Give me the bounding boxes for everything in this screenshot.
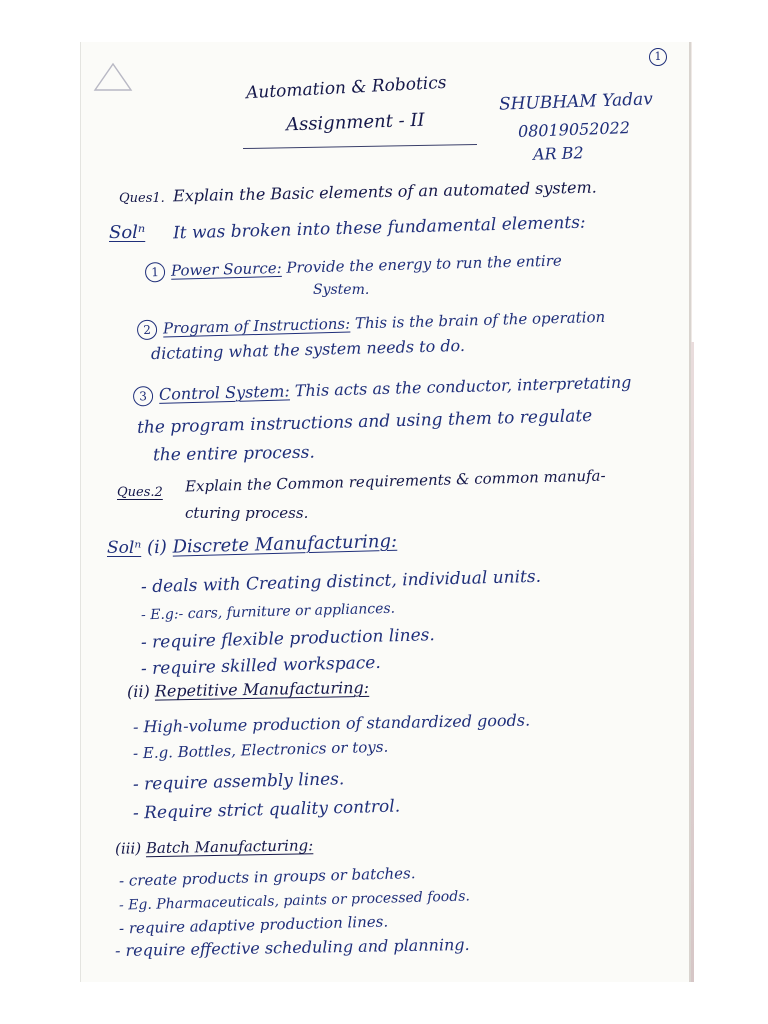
section-title: Batch Manufacturing:	[145, 836, 314, 858]
repetitive-manufacturing-heading	[126, 677, 370, 702]
bullet-point: - require skilled workspace.	[140, 652, 382, 680]
solution-1-intro: It was broken into these fundamental elements:	[172, 212, 586, 244]
section-number: (ii)	[126, 681, 150, 702]
bullet-point: - require flexible production lines.	[140, 625, 436, 653]
bullet-point: - require effective scheduling and planning.	[114, 934, 470, 961]
element-item-2-continued: dictating what the system needs to do.	[150, 335, 466, 364]
section-title: Discrete Manufacturing:	[172, 530, 398, 558]
element-item-1-continued: System.	[313, 282, 370, 298]
question-1-text: Explain the Basic elements of an automated system.	[172, 177, 597, 206]
element-item-3-continued: the program instructions and using them to regulate	[136, 406, 593, 438]
item-number: 1	[145, 262, 166, 283]
item-number: 3	[133, 386, 154, 407]
page-number: 1	[649, 48, 667, 66]
discrete-manufacturing-heading	[146, 530, 398, 559]
assignment-course-title: Automation & Robotics	[245, 72, 447, 104]
notebook-page	[80, 42, 691, 982]
bullet-point: - require assembly lines.	[132, 769, 345, 795]
question-1-label: Ques1.	[119, 191, 165, 206]
question-2-text-line2: cturing process.	[185, 504, 309, 522]
section-title: Repetitive Manufacturing:	[154, 677, 370, 701]
section-label: AR B2	[532, 143, 584, 164]
question-2-label: Ques.2	[117, 485, 163, 500]
section-number: (i)	[146, 536, 168, 559]
bullet-point: - require adaptive production lines.	[118, 912, 389, 938]
bullet-point: - Require strict quality control.	[132, 796, 401, 824]
student-name: SHUBHAM Yadav	[498, 89, 654, 115]
item-number: 2	[137, 320, 158, 341]
batch-manufacturing-heading	[115, 838, 313, 856]
bullet-point: - E.g. Bottles, Electronics or toys.	[132, 737, 389, 763]
section-number: (iii)	[114, 839, 142, 858]
bullet-point: - deals with Creating distinct, individual units.	[140, 566, 542, 598]
corner-triangle-doodle	[91, 60, 135, 96]
question-2-text-line1: Explain the Common requirements & common manufa-	[184, 466, 606, 496]
roll-number: 08019052022	[517, 118, 631, 141]
item-description: This is the brain of the operation	[354, 307, 606, 333]
solution-1-label: Solⁿ	[109, 222, 146, 243]
bullet-point: - create products in groups or batches.	[118, 864, 416, 890]
bullet-point: - E.g:- cars, furniture or appliances.	[140, 600, 396, 624]
element-item-1	[145, 252, 562, 283]
bullet-point: - Eg. Pharmaceuticals, paints or processed foods.	[118, 888, 471, 914]
element-item-3	[133, 373, 632, 406]
assignment-number: Assignment - II	[285, 109, 425, 136]
element-item-2	[137, 308, 606, 340]
bullet-point: - High-volume production of standardized goods.	[132, 710, 531, 737]
title-underline	[243, 144, 477, 149]
item-description: Provide the energy to run the entire	[286, 251, 562, 277]
element-item-3-continued-2: the entire process.	[152, 442, 315, 466]
item-description: This acts as the conductor, interpretating	[294, 372, 632, 401]
item-title: Power Source:	[170, 258, 282, 280]
solution-2-label: Solⁿ	[107, 538, 142, 558]
item-title: Program of Instructions:	[162, 314, 351, 338]
item-title: Control System:	[158, 381, 291, 404]
